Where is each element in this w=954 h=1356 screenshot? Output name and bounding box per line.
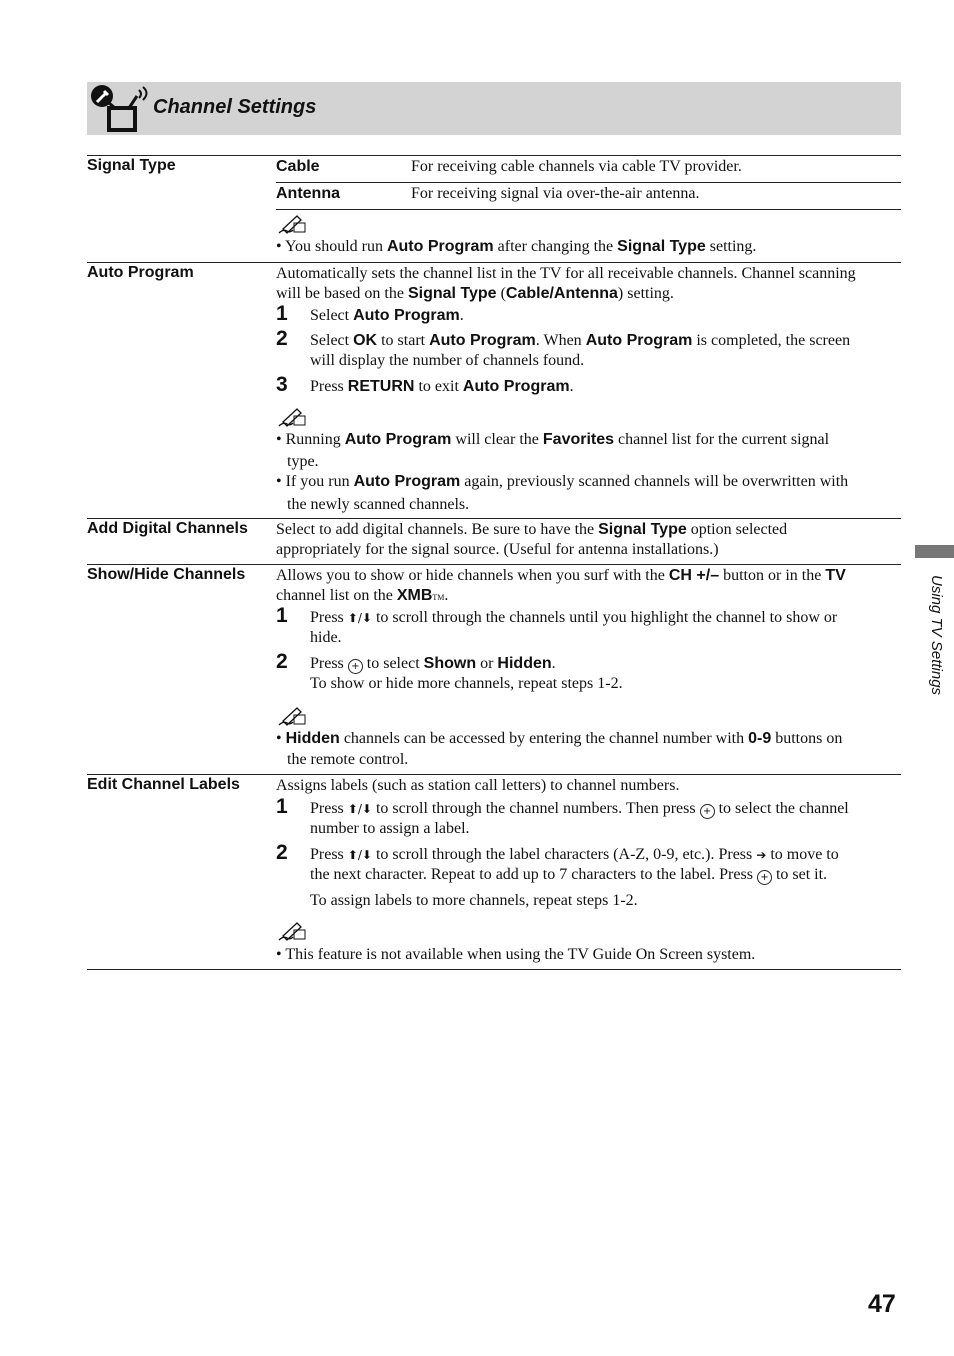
- step-number: 1: [276, 795, 288, 818]
- option-antenna: Antenna: [276, 185, 340, 202]
- enter-button-icon: +: [757, 870, 772, 885]
- option-cable-desc: For receiving cable channels via cable TV provider.: [411, 158, 742, 175]
- divider: [87, 564, 901, 565]
- up-down-arrow-icon: ⬆/⬇: [347, 611, 372, 625]
- step-text: To assign labels to more channels, repeat steps 1-2.: [310, 892, 638, 909]
- add-digital-text: Select to add digital channels. Be sure to have the Signal Type option selected appropriately for the signal source. (Useful for antenna installations.): [276, 521, 788, 558]
- step-text: Press ⬆/⬇ to scroll through the channel numbers. Then press + to select the channel number to assign a label.: [310, 800, 849, 837]
- step-number: 2: [276, 650, 288, 673]
- note-pencil-icon: [277, 920, 307, 942]
- step-text: Press RETURN to exit Auto Program.: [310, 378, 574, 395]
- note-text: • Hidden channels can be accessed by entering the channel number with 0-9 buttons on: [276, 730, 843, 747]
- divider: [87, 969, 901, 970]
- option-cable: Cable: [276, 158, 320, 175]
- step-text: Press ⬆/⬇ to scroll through the channels until you highlight the channel to show or hide.: [310, 609, 838, 646]
- option-antenna-desc: For receiving signal via over-the-air antenna.: [411, 185, 700, 202]
- step-number: 2: [276, 841, 288, 864]
- row-label-add-digital: Add Digital Channels: [87, 520, 248, 537]
- row-label-auto-program: Auto Program: [87, 264, 194, 281]
- step-number: 1: [276, 604, 288, 627]
- note-text: the remote control.: [287, 751, 409, 768]
- note-pencil-icon: [277, 406, 307, 428]
- step-text: Select Auto Program.: [310, 307, 464, 324]
- up-down-arrow-icon: ⬆/⬇: [347, 848, 372, 862]
- up-down-arrow-icon: ⬆/⬇: [347, 802, 372, 816]
- step-number: 1: [276, 302, 288, 325]
- auto-program-intro: Automatically sets the channel list in the TV for all receivable channels. Channel scanning will be based on the Signal Type (Cable/Antenna) setting.: [276, 265, 856, 302]
- note-text: the newly scanned channels.: [287, 496, 470, 513]
- divider: [87, 518, 901, 519]
- note-text: type.: [287, 453, 319, 470]
- row-label-signal-type: Signal Type: [87, 157, 176, 174]
- side-tab-marker: [915, 545, 954, 558]
- row-label-edit-labels: Edit Channel Labels: [87, 776, 240, 793]
- divider: [276, 182, 901, 183]
- section-header: [87, 82, 901, 135]
- note-text: • If you run Auto Program again, previously scanned channels will be overwritten with: [276, 473, 849, 490]
- side-tab-label: Using TV Settings: [928, 575, 945, 696]
- wrench-tv-icon: [89, 84, 151, 134]
- note-pencil-icon: [277, 213, 307, 235]
- note-text: • Running Auto Program will clear the Favorites channel list for the current signal: [276, 431, 830, 448]
- divider: [87, 155, 901, 156]
- divider: [87, 774, 901, 775]
- step-text: Press ⬆/⬇ to scroll through the label characters (A-Z, 0-9, etc.). Press ➔ to move to the next character. Repeat to add up to 7 characters to the label. Press + to set it.: [310, 846, 839, 883]
- row-label-show-hide: Show/Hide Channels: [87, 566, 246, 583]
- step-number: 2: [276, 327, 288, 350]
- page-number: 47: [868, 1290, 896, 1318]
- right-arrow-icon: ➔: [756, 848, 767, 862]
- edit-labels-intro: Assigns labels (such as station call letters) to channel numbers.: [276, 777, 680, 794]
- step-text: Select OK to start Auto Program. When Auto Program is completed, the screen will display the number of channels found.: [310, 332, 851, 369]
- enter-button-icon: +: [700, 804, 715, 819]
- page-title: Channel Settings: [153, 96, 317, 118]
- note-text: • You should run Auto Program after changing the Signal Type setting.: [276, 238, 757, 255]
- divider: [276, 209, 901, 210]
- note-text: • This feature is not available when using the TV Guide On Screen system.: [276, 946, 756, 963]
- note-pencil-icon: [277, 705, 307, 727]
- step-number: 3: [276, 373, 288, 396]
- enter-button-icon: +: [348, 659, 363, 674]
- divider: [87, 262, 901, 263]
- step-text: Press + to select Shown or Hidden. To show or hide more channels, repeat steps 1-2.: [310, 655, 623, 692]
- show-hide-intro: Allows you to show or hide channels when you surf with the CH +/– button or in the TV channel list on the XMBTM.: [276, 567, 846, 604]
